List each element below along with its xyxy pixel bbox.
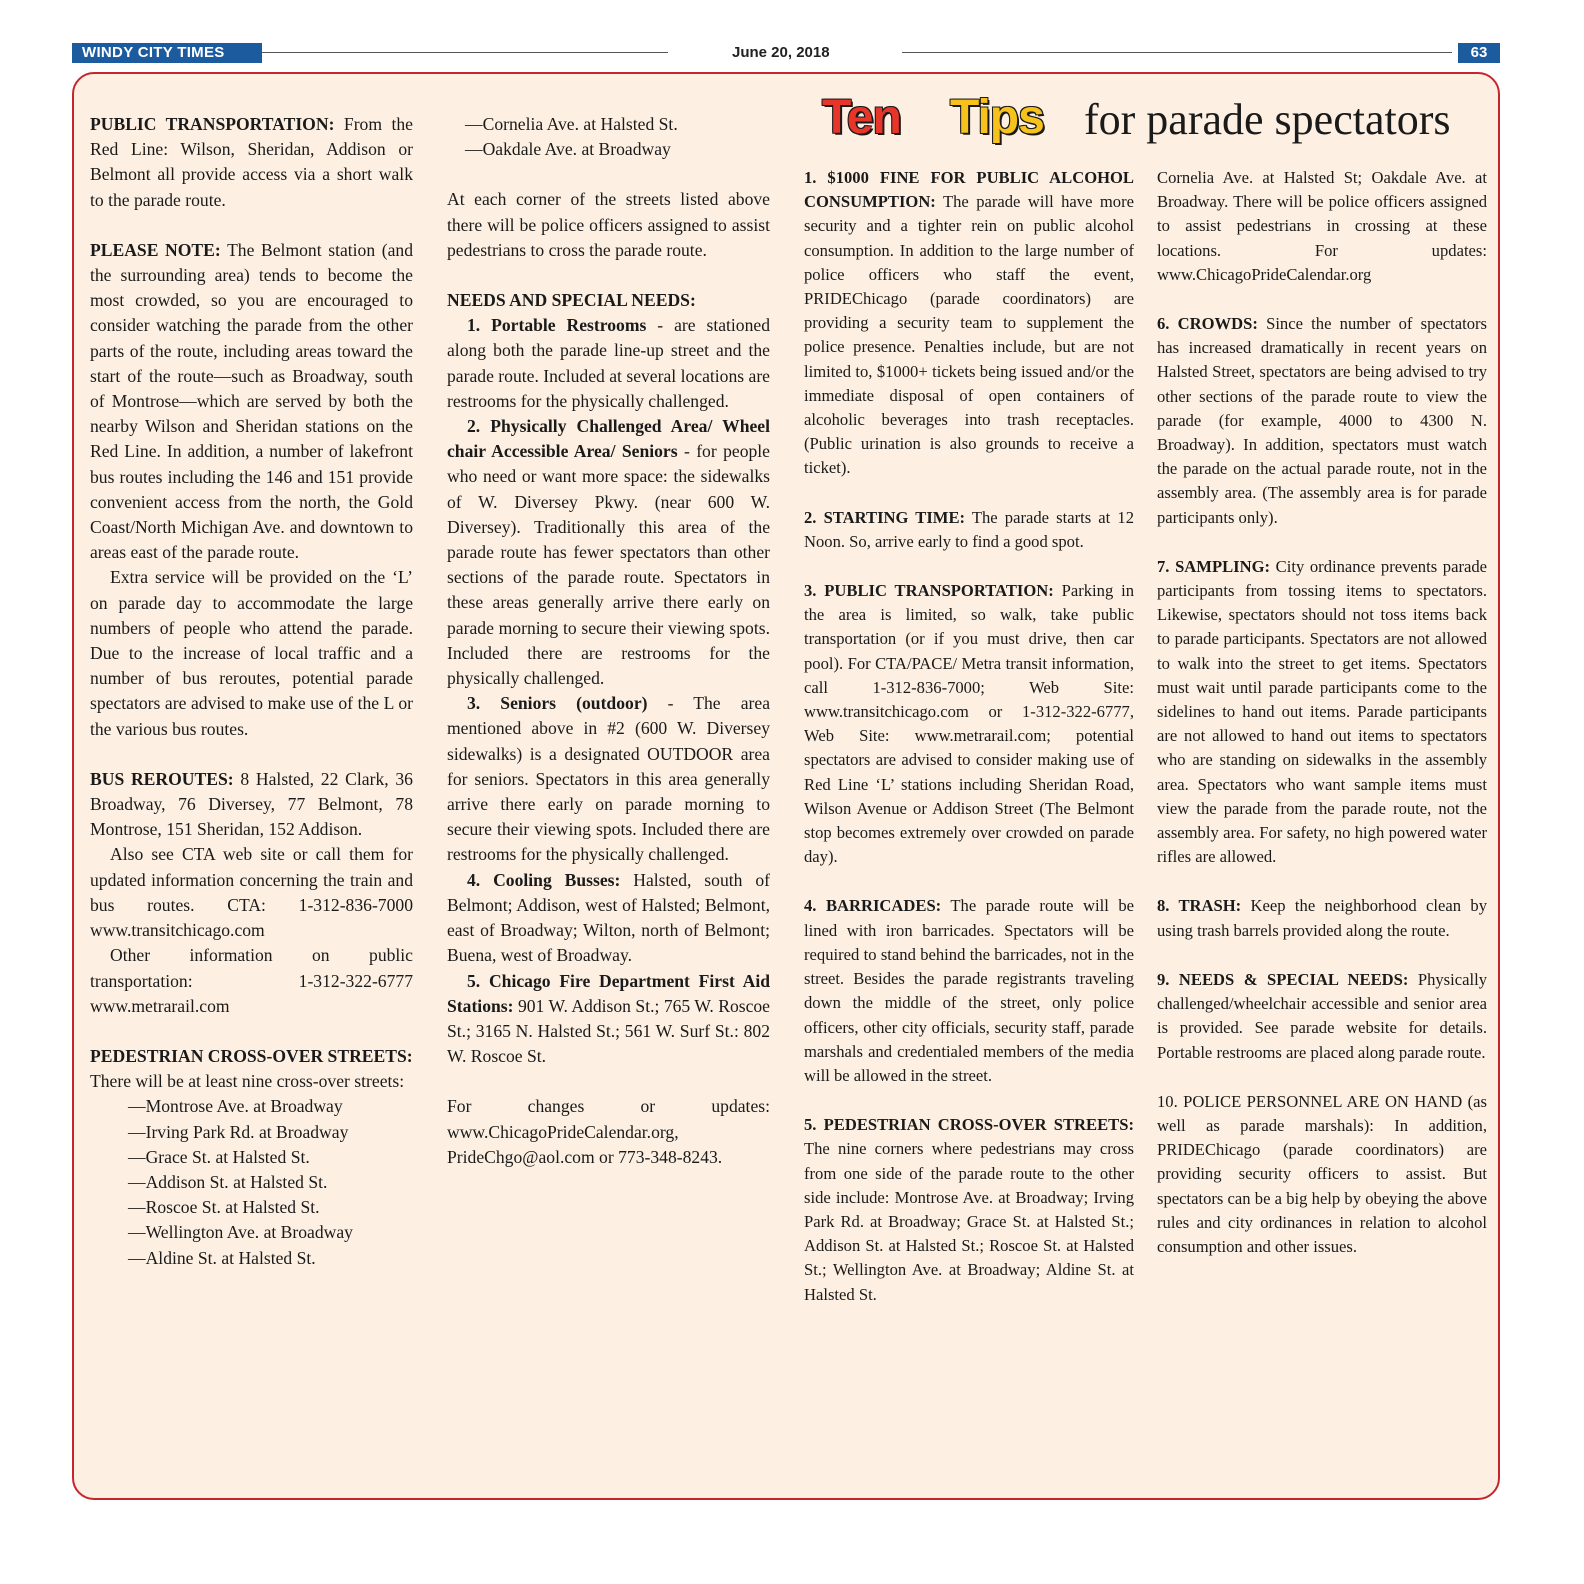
subhead: 2. Physically Challenged Area/ Wheel chair Accessible Area/ Seniors: [447, 416, 770, 462]
subhead: 9. NEEDS & SPECIAL NEEDS:: [1157, 969, 1409, 989]
body-text: - for people who need or want more space: the sidewalks of W. Diversey Pkwy. (near 600 W. Diversey). Traditionally this area of the parade route has fewer spectators than other sections of the parade route. Spectators in these areas generally arrive there early on parade morning to secure their viewing spots. Included there are restrooms for the physically challenged.: [447, 441, 770, 689]
body-text: From the Red Line: Wilson, Sheridan, Addison or Belmont all provide access via a short walk to the parade route.: [90, 114, 413, 210]
paragraph: [90, 238, 413, 566]
subhead: 1. $1000 FINE FOR PUBLIC ALCOHOL CONSUMPTION:: [804, 168, 1134, 212]
paragraph: [804, 166, 1134, 481]
column-2: [447, 112, 770, 1170]
article-panel: [72, 72, 1500, 1500]
page-number: 63: [1458, 43, 1500, 63]
paragraph: [1157, 555, 1487, 870]
list-item: —Wellington Ave. at Broadway: [128, 1222, 353, 1243]
body-text: - The area mentioned above in #2 (600 W. Diversey sidewalks) is a designated OUTDOOR area for seniors. Spectators in this area generally arrive there early on parade morning to secure their viewing spots. Included there are restrooms for the physically challenged.: [447, 693, 770, 865]
title-word-ten: Ten: [822, 91, 901, 144]
paragraph: [1157, 312, 1487, 530]
body-text: The nine corners where pedestrians may cross from one side of the parade route to the other side include: Montrose Ave. at Broadway; Irving Park Rd. at Broadway; Grace St. at Halsted St.; Addison St. at Halsted St.; Roscoe St. at Halsted St.; Wellington Ave. at Broadway; Aldine St. at Halsted St.: [804, 1139, 1134, 1304]
article-title: [822, 86, 1482, 146]
paragraph: [447, 969, 770, 1070]
body-text: The parade will have more security and a tighter rein on public alcohol consumption. In addition to the large number of police officers who staff the event, PRIDEChicago (parade coordinators) are providing a security team to supplement the police presence. Penalties include, but are not limited to, $1000+ tickets being issued and/or the immediate disposal of open containers of alcoholic beverages into trash receptacles. (Public urination is also grounds to receive a ticket).: [804, 192, 1134, 478]
body-text: Parking in the area is limited, so walk, take public transportation (or if you must drive, then car pool). For CTA/PACE/ Metra transit information, call 1-312-836-7000; Web Site: www.transitchicago.com or 1-312-322-6777, Web Site: www.metrarail.com; potential spectators are advised to consider making use of Red Line ‘L’ stations including Sheridan Road, Wilson Avenue or Addison Street (The Belmont stop becomes extremely over crowded on parade day).: [804, 581, 1134, 867]
column-4: [1157, 166, 1487, 1259]
paragraph: [804, 894, 1134, 1088]
subhead: 3. PUBLIC TRANSPORTATION:: [804, 581, 1054, 601]
list-item: —Aldine St. at Halsted St.: [128, 1247, 316, 1268]
paragraph: [90, 112, 413, 213]
body-text: Keep the neighborhood clean by using trash barrels provided along the route.: [1157, 896, 1487, 940]
paragraph: Cornelia Ave. at Halsted St; Oakdale Ave. at Broadway. There will be police officers assigned to assist pedestrians in crossing at these locations. For updates: www.ChicagoPrideCalendar.org: [1157, 168, 1487, 284]
paragraph: [1157, 968, 1487, 1065]
list-item: —Montrose Ave. at Broadway: [128, 1096, 343, 1117]
paragraph: [90, 1044, 413, 1069]
publication-name: WINDY CITY TIMES: [72, 43, 262, 63]
body-text: Halsted, south of Belmont; Addison, west of Halsted; Belmont, east of Broadway; Wilton, north of Belmont; Buena, west of Broadway.: [447, 869, 770, 966]
paragraph: [447, 313, 770, 414]
paragraph: [804, 506, 1134, 554]
paragraph: [447, 414, 770, 691]
subhead: BUS REROUTES:: [90, 768, 234, 789]
body-text: The parade route will be lined with iron barricades. Spectators will be required to stand behind the barricades, not in the street. Besides the parade registrants traveling down the middle of the street, only police officers, other city officials, security staff, parade marshals and credentialed members of the media will be allowed in the street.: [804, 896, 1135, 1085]
body-text: - are stationed along both the parade line-up street and the parade route. Included at several locations are restrooms for the physically challenged.: [447, 315, 770, 411]
masthead: [72, 43, 1500, 63]
list-item: —Oakdale Ave. at Broadway: [465, 139, 671, 160]
body-text: Physically challenged/wheelchair accessible and senior area is provided. See parade website for details. Portable restrooms are placed along parade route.: [1157, 969, 1487, 1062]
subhead: 4. BARRICADES:: [804, 896, 942, 916]
masthead-rule-right: [902, 52, 1452, 53]
paragraph: For changes or updates: www.ChicagoPrideCalendar.org, PrideChgo@aol.com or 773-348-8243.: [447, 1096, 770, 1167]
paragraph: [1157, 894, 1487, 942]
paragraph: [447, 691, 770, 867]
issue-date: June 20, 2018: [732, 44, 830, 61]
paragraph: [804, 579, 1134, 869]
title-word-tips: Tips: [950, 91, 1044, 144]
list-item: —Cornelia Ave. at Halsted St.: [465, 114, 678, 134]
title-rest: for parade spectators: [1084, 95, 1451, 144]
paragraph: Other information on public transportation: 1-312-322-6777 www.metrarail.com: [90, 945, 413, 1016]
subhead: PLEASE NOTE:: [90, 239, 221, 260]
paragraph: [90, 767, 413, 843]
paragraph: At each corner of the streets listed above there will be police officers assigned to assist pedestrians to cross the parade route.: [447, 189, 770, 260]
subhead: 1. Portable Restrooms: [467, 315, 647, 336]
body-text: Since the number of spectators has increased dramatically in recent years on Halsted Street, spectators are being advised to try other sections of the parade route to view the parade (for example, 4000 to 4300 N. Broadway). In addition, spectators must watch the parade on the actual parade route, not in the assembly area. (The assembly area is for parade participants only).: [1157, 314, 1487, 527]
column-3: [804, 166, 1134, 1307]
body-text: 901 W. Addison St.; 765 W. Roscoe St.; 3165 N. Halsted St.; 561 W. Surf St.: 802 W. Roscoe St.: [447, 995, 770, 1067]
subhead: 5. PEDESTRIAN CROSS-OVER STREETS:: [804, 1115, 1134, 1135]
body-text: City ordinance prevents parade participants from tossing items to spectators. Likewise, spectators should not toss items back to parade participants. Spectators are not allowed to walk into the street to get items. Spectators must wait until parade participants come to the sidelines to hand out items. Parade participants are not allowed to hand out items to spectators who are standing on sidewalks in the assembly area. Spectators who want sample items must view the parade from the parade route, not the assembly area. For safety, no high powered water rifles are allowed.: [1157, 556, 1487, 867]
subhead: 8. TRASH:: [1157, 896, 1242, 916]
subhead: 6. CROWDS:: [1157, 314, 1258, 334]
subhead: 2. STARTING TIME:: [804, 507, 966, 527]
subhead: NEEDS AND SPECIAL NEEDS:: [447, 290, 696, 311]
subhead: 4. Cooling Busses:: [467, 869, 621, 890]
list-item: —Addison St. at Halsted St.: [128, 1171, 328, 1192]
subhead: 5. Chicago Fire Department First Aid Stations:: [447, 970, 770, 1016]
column-1: [90, 112, 413, 1271]
list-item: —Roscoe St. at Halsted St.: [128, 1197, 320, 1218]
paragraph: [447, 288, 770, 313]
paragraph: There will be at least nine cross-over streets:: [90, 1071, 405, 1092]
paragraph: Extra service will be provided on the ‘L’ on parade day to accommodate the large numbers of people who attend the parade. Due to the increase of local traffic and a number of bus reroutes, potential parade spectators are advised to make use of the L or the various bus routes.: [90, 567, 413, 739]
list-item: —Grace St. at Halsted St.: [128, 1146, 310, 1167]
subhead: 7. SAMPLING:: [1157, 556, 1271, 576]
body-text: The Belmont station (and the surrounding area) tends to become the most crowded, so you are encouraged to consider watching the parade from the other parts of the route, including areas toward the start of the route—such as Broadway, south of Montrose—which are served by both the nearby Wilson and Sheridan stations on the Red Line. In addition, a number of lakefront bus routes including the 146 and 151 provide convenient access from the north, the Gold Coast/North Michigan Ave. and downtown to areas east of the parade route.: [90, 239, 413, 563]
list-item: —Irving Park Rd. at Broadway: [128, 1121, 349, 1142]
subhead: 3. Seniors (outdoor): [467, 693, 648, 714]
subhead: PUBLIC TRANSPORTATION:: [90, 114, 335, 134]
paragraph: Also see CTA web site or call them for updated information concerning the train and bus routes. CTA: 1-312-836-7000 www.transitchicago.com: [90, 844, 413, 941]
paragraph: 10. POLICE PERSONNEL ARE ON HAND (as well as parade marshals): In addition, PRIDEChicago (parade coordinators) are providing security officers to assist. But spectators can be a big help by obeying the above rules and city ordinances in relation to alcohol consumption and other issues.: [1157, 1091, 1487, 1256]
subhead: PEDESTRIAN CROSS-OVER STREETS:: [90, 1045, 413, 1066]
body-text: The parade starts at 12 Noon. So, arrive early to find a good spot.: [804, 507, 1134, 551]
paragraph: [804, 1113, 1134, 1307]
body-text: 8 Halsted, 22 Clark, 36 Broadway, 76 Diversey, 77 Belmont, 78 Montrose, 151 Sheridan, 152 Addison.: [90, 768, 413, 840]
paragraph: [447, 868, 770, 969]
masthead-rule-left: [262, 52, 668, 53]
